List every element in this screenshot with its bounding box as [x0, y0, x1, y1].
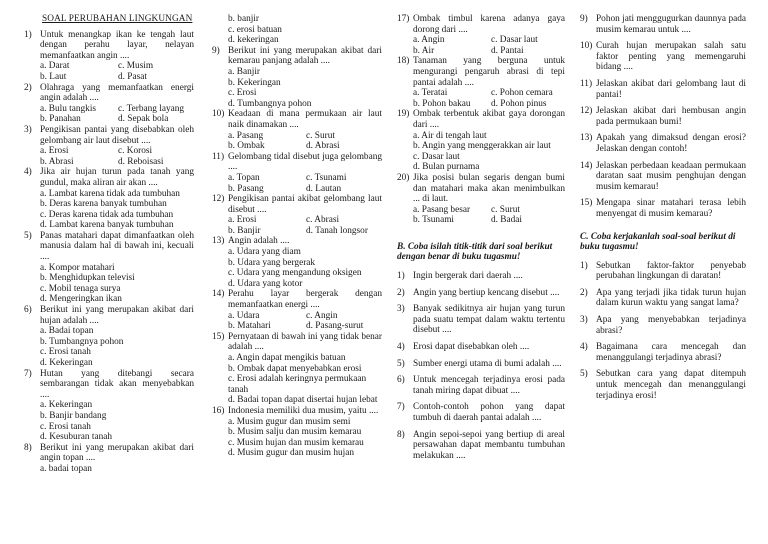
answer-option: d. Kesuburan tanah	[40, 432, 113, 443]
answer-option: a. Darat	[40, 61, 70, 72]
question-text: Contoh-contoh pohon yang dapat tumbuh di daerah pantai adalah ....	[413, 402, 565, 423]
question-number: 4)	[24, 167, 32, 178]
answer-option: c. Erosi tanah	[40, 347, 91, 358]
question-number: 17)	[397, 14, 410, 24]
answer-option-row	[24, 114, 194, 125]
question-text: Sebutkan faktor-faktor penyebab perubahan lingkungan di daratan!	[596, 260, 746, 282]
question-item	[212, 109, 382, 130]
answer-option: c. Tsunami	[306, 172, 347, 183]
answer-option: a. Kekeringan	[40, 400, 93, 411]
question-item	[580, 161, 746, 193]
question-number: 9)	[212, 45, 220, 56]
answer-option: b. Laut	[40, 71, 67, 82]
question-number: 2)	[24, 82, 32, 93]
answer-option: c. Erosi	[228, 88, 257, 99]
question-text: Erosi dapat disebabkan oleh ....	[413, 342, 530, 353]
question-text: Jelaskan akibat dari hembusan angin pada permukaan bumi!	[596, 106, 746, 127]
answer-option: a. Kompor matahari	[40, 262, 115, 273]
answer-option-row	[397, 46, 565, 57]
question-number: 3)	[397, 304, 405, 315]
question-number: 6)	[397, 375, 405, 386]
answer-option-row	[397, 205, 565, 216]
answer-option: c. Musim hujan dan musim kemarau	[228, 437, 364, 448]
question-text: Untuk mencegah terjadinya erosi pada tanah miring dapat dibuat ....	[413, 375, 565, 396]
answer-option: b. Pohon bakau	[413, 98, 471, 109]
answer-option-row	[24, 104, 194, 115]
answer-option: c. Terbang layang	[118, 103, 185, 114]
answer-option: b. Angin yang menggerakkan air laut	[413, 141, 551, 152]
question-number: 13)	[580, 133, 593, 144]
question-item	[580, 198, 746, 219]
question-item	[397, 342, 565, 353]
answer-option: c. Angin	[306, 310, 338, 321]
question-number: 19)	[397, 109, 410, 120]
question-text: Ombak timbul karena adanya gaya dorong dari ....	[413, 14, 565, 35]
question-item	[24, 369, 194, 401]
answer-option-row	[212, 131, 382, 142]
question-item	[397, 430, 565, 462]
answer-option: c. Erosi tanah	[40, 421, 91, 432]
answer-option: a. Topan	[228, 172, 260, 183]
question-number: 7)	[397, 402, 405, 413]
question-item	[580, 106, 746, 127]
question-number: 9)	[580, 14, 588, 24]
question-number: 15)	[212, 331, 225, 342]
question-number: 10)	[212, 109, 225, 120]
answer-option: a. Badai topan	[40, 326, 94, 337]
question-text: Perahu layar bergerak dengan memanfaatkan energi ....	[228, 289, 382, 311]
answer-option: a. badai topan	[40, 463, 92, 474]
answer-option: a. Udara yang diam	[228, 247, 301, 258]
answer-option: d. kekeringan	[228, 35, 279, 46]
answer-option: c. Udara yang mengandung oksigen	[228, 268, 362, 279]
question-text: Hutan yang ditebangi secara sembarangan tidak akan menyebabkan ....	[40, 368, 194, 400]
answer-option-row	[24, 146, 194, 157]
answer-option: c. Musim	[118, 61, 154, 72]
question-number: 11)	[580, 78, 593, 89]
answer-option: b. Air	[413, 45, 435, 56]
question-item	[24, 231, 194, 263]
question-item	[212, 152, 382, 173]
answer-option: a. Angin	[413, 35, 445, 46]
answer-option: d. Lautan	[306, 183, 342, 194]
answer-option: c. Dasar laut	[413, 151, 460, 162]
section-c-heading: C. Coba kerjakanlah soal-soal berikut di buku tugasmu!	[580, 231, 736, 253]
question-number: 5)	[397, 358, 405, 369]
question-item	[580, 14, 746, 35]
answer-option: d. Kekeringan	[40, 358, 93, 368]
question-number: 14)	[580, 160, 593, 171]
answer-option: a. Banjir	[228, 66, 261, 77]
page-title: SOAL PERUBAHAN LINGKUNGAN	[42, 14, 193, 24]
question-text: Jika air hujan turun pada tanah yang gundul, maka aliran air akan ....	[40, 167, 194, 188]
answer-option-row	[397, 215, 565, 226]
question-item	[580, 342, 746, 363]
answer-option: b. Deras karena banyak tumbuhan	[40, 199, 167, 210]
question-text: Sumber energi utama di bumi adalah ....	[413, 358, 562, 369]
column-1-questions	[24, 30, 194, 475]
answer-option: d. Abrasi	[306, 141, 340, 152]
question-item	[212, 406, 382, 417]
question-text: Bagaimana cara mencegah dan menanggulangi terjadinya abrasi?	[596, 342, 746, 363]
column-2-questions	[212, 46, 382, 459]
question-item	[580, 79, 746, 100]
answer-option-row	[212, 215, 382, 226]
question-number: 5)	[24, 230, 32, 241]
column-3-questions	[397, 14, 565, 226]
question-item	[580, 288, 746, 309]
question-text: Pernyataan di bawah ini yang tidak benar adalah ....	[228, 331, 382, 353]
question-item	[24, 443, 194, 464]
question-text: Ingin bergerak dari daerah ....	[413, 271, 523, 282]
section-c-questions	[580, 261, 746, 408]
answer-option: a. Bulu tangkis	[40, 103, 97, 114]
question-text: Untuk menangkap ikan ke tengah laut dengan perahu layar, nelayan memanfaatkan angin ....	[40, 29, 194, 61]
answer-option: d. Pantai	[491, 45, 524, 56]
question-number: 20)	[397, 172, 410, 183]
question-item	[397, 375, 565, 396]
spacer	[580, 220, 746, 226]
answer-option-row	[212, 321, 382, 332]
answer-option: d. Bulan purnama	[413, 162, 480, 173]
answer-option-row	[212, 141, 382, 152]
question-text: Indonesia memiliki dua musim, yaitu ....	[228, 405, 379, 416]
question-item	[397, 109, 565, 130]
answer-option: b. Menghidupkan televisi	[40, 273, 135, 284]
question-number: 1)	[24, 29, 32, 40]
answer-option: a. Pasang besar	[413, 204, 471, 215]
question-number: 1)	[397, 271, 405, 282]
answer-option: b. Abrasi	[40, 156, 74, 167]
answer-option: a. Pasang	[228, 130, 264, 141]
question-number: 2)	[397, 287, 405, 298]
answer-option-row	[24, 157, 194, 168]
answer-option: b. Panahan	[40, 114, 81, 125]
question-item	[397, 288, 565, 299]
question-text: Olahraga yang memanfaatkan energi angin adalah ....	[40, 82, 194, 104]
answer-option: c. Erosi adalah keringnya permukaan tanah	[228, 374, 367, 395]
question-number: 4)	[580, 342, 588, 353]
question-item	[397, 56, 565, 88]
question-text: Berikut ini yang merupakan akibat dari kemarau panjang adalah ....	[228, 45, 382, 67]
spacer	[580, 401, 746, 407]
question-text: Angin adalah ....	[228, 236, 290, 247]
question-item	[212, 332, 382, 353]
question-text: Angin sepoi-sepoi yang bertiup di areal persawahan dapat membantu tumbuhan melakukan ....	[413, 429, 565, 461]
answer-option: b. Matahari	[228, 321, 271, 332]
question-text: Berikut ini yang merupakan akibat dari hujan adalah ....	[40, 305, 194, 326]
answer-option: b. banjir	[228, 14, 259, 24]
question-text: Pohon jati menggugurkan daunnya pada musim kemarau untuk ....	[596, 14, 746, 35]
question-item	[212, 236, 382, 247]
question-item	[24, 83, 194, 104]
question-number: 1)	[580, 260, 588, 271]
answer-option-row	[212, 226, 382, 237]
answer-option: a. Teratai	[413, 88, 448, 99]
answer-option: d. Badai topan dapat disertai hujan lebat	[228, 395, 378, 406]
answer-option-row	[24, 61, 194, 72]
answer-option: a. Musim gugur dan musim semi	[228, 416, 351, 427]
section-b-questions	[397, 271, 565, 467]
answer-option-row	[212, 173, 382, 184]
answer-option: c. Deras karena tidak ada tumbuhan	[40, 209, 174, 220]
question-item	[212, 289, 382, 310]
answer-option: a. Angin dapat mengikis batuan	[228, 353, 346, 363]
answer-option-row	[212, 311, 382, 322]
question-text: Apakah yang dimaksud dengan erosi? Jelaskan dengan contoh!	[596, 133, 746, 154]
question-item	[580, 369, 746, 401]
question-item	[580, 315, 746, 336]
question-number: 8)	[24, 442, 32, 453]
question-text: Berikut ini yang merupakan akibat dari angin topan ....	[40, 442, 194, 464]
question-item	[24, 125, 194, 146]
answer-option: b. Udara yang bergerak	[228, 257, 316, 268]
answer-option: d. Sepak bola	[118, 114, 169, 125]
answer-option: d. Mengeringkan ikan	[40, 294, 122, 305]
question-text: Ombak terbentuk akibat gaya dorongan dari ....	[413, 109, 565, 130]
answer-option: b. Ombak dapat menyebabkan erosi	[228, 363, 362, 374]
question-text: Panas matahari dapat dimanfaatkan oleh manusia dalam hal di bawah ini, kecuali ....	[40, 230, 194, 263]
question-text: Sebutkan cara yang dapat ditempuh untuk mencegah dan menanggulangi terjadinya erosi!	[596, 369, 746, 401]
question-text: Jika posisi bulan segaris dengan bumi dan matahari maka akan menimbulkan ... di laut.	[413, 172, 565, 205]
question-number: 14)	[212, 289, 225, 300]
question-number: 12)	[212, 194, 225, 205]
answer-option: d. Badai	[491, 215, 522, 226]
answer-option: a. Lambat karena tidak ada tumbuhan	[40, 188, 180, 199]
answer-option-row	[397, 88, 565, 99]
answer-option: b. Ombak	[228, 141, 265, 152]
question-item	[24, 167, 194, 188]
answer-option: b. Musim salju dan musim kemarau	[228, 427, 362, 438]
question-text: Jelaskan perbedaan keadaan permukaan daratan saat musim penghujan dengan musim kemarau!	[596, 160, 746, 192]
answer-option: a. Air di tengah laut	[413, 130, 487, 141]
question-text: Gelombang tidal disebut juga gelombang ....	[228, 151, 382, 173]
question-number: 6)	[24, 305, 32, 316]
answer-option: c. Pohon cemara	[491, 88, 553, 99]
question-number: 13)	[212, 236, 225, 247]
answer-option-row	[397, 99, 565, 110]
answer-option: c. Dasar laut	[491, 35, 538, 46]
question-text: Jelaskan akibat dari gelombang laut di pantai!	[596, 78, 746, 100]
column-2-continued-options	[212, 14, 382, 46]
answer-option: b. Tsunami	[413, 215, 455, 226]
question-text: Apa yang menyebabkan terjadinya abrasi?	[596, 315, 746, 336]
question-text: Apa yang terjadi jika tidak turun hujan dalam kurun waktu yang sangat lama?	[596, 287, 746, 309]
answer-option: b. Banjir	[228, 225, 261, 236]
answer-option: b. Pasang	[228, 183, 264, 194]
question-number: 11)	[212, 151, 225, 162]
question-number: 2)	[580, 287, 588, 298]
question-item	[397, 359, 565, 370]
question-item	[580, 133, 746, 154]
answer-option: d. Musim gugur dan musim hujan	[228, 448, 355, 459]
answer-option: a. Erosi	[228, 215, 257, 226]
answer-option: d. Pohon pinus	[491, 98, 547, 109]
question-number: 7)	[24, 368, 32, 379]
answer-option-row	[24, 72, 194, 83]
question-text: Curah hujan merupakan salah satu faktor penting yang memengaruhi bidang ....	[596, 41, 746, 73]
question-text: Mengapa sinar matahari terasa lebih menyengat di musim kemarau?	[596, 198, 746, 219]
question-item	[397, 402, 565, 423]
answer-option: d. Lambat karena banyak tumbuhan	[40, 220, 174, 231]
answer-option: c. Mobil tenaga surya	[40, 283, 121, 294]
section-b-questions-continued	[580, 14, 746, 226]
question-item	[24, 30, 194, 62]
question-item	[397, 304, 565, 336]
question-item	[24, 305, 194, 326]
question-number: 5)	[580, 369, 588, 380]
answer-option: d. Tanah longsor	[306, 225, 368, 236]
answer-option: a. Udara	[228, 310, 260, 321]
question-number: 10)	[580, 41, 593, 52]
answer-option: d. Pasang-surut	[306, 321, 364, 332]
question-text: Keadaan di mana permukaan air laut naik dinamakan ....	[228, 109, 382, 130]
answer-option: c. Surut	[306, 130, 335, 141]
answer-option-row	[397, 35, 565, 46]
question-item	[580, 41, 746, 73]
question-number: 3)	[580, 315, 588, 326]
column-2	[212, 14, 382, 459]
question-number: 8)	[397, 429, 405, 440]
question-number: 16)	[212, 405, 225, 416]
answer-option: c. Abrasi	[306, 215, 340, 226]
question-item	[397, 271, 565, 282]
answer-option: c. Surut	[491, 204, 520, 215]
answer-option: d. Tumbangnya pohon	[228, 98, 312, 109]
answer-option: b. Tumbangnya pohon	[40, 336, 124, 347]
question-item	[212, 194, 382, 215]
section-b-heading: B. Coba isilah titik-titik dari soal berikut dengan benar di buku tugasmu!	[397, 241, 553, 263]
question-number: 18)	[397, 56, 410, 67]
answer-option: c. erosi batuan	[228, 24, 282, 35]
column-3	[397, 14, 565, 467]
question-item	[397, 14, 565, 35]
question-text: Banyak sedikitnya air hujan yang turun pada suatu tempat dalam waktu tertentu disebut ....	[413, 304, 565, 336]
answer-option: d. Reboisasi	[118, 156, 164, 167]
answer-option: c. Korosi	[118, 146, 153, 157]
question-item	[580, 261, 746, 282]
answer-option: d. Pasat	[118, 71, 147, 82]
spacer	[397, 461, 565, 467]
question-text: Angin yang bertiup kencang disebut ....	[413, 287, 560, 298]
question-text: Tanaman yang berguna untuk mengurangi pengaruh abrasi di tepi pantai adalah ....	[413, 56, 565, 88]
question-number: 4)	[397, 342, 405, 353]
column-4	[580, 14, 746, 407]
question-text: Pengikisan pantai yang disebabkan oleh gelombang air laut disebut ....	[40, 124, 194, 146]
answer-option-row	[212, 184, 382, 195]
question-number: 15)	[580, 198, 593, 209]
question-number: 12)	[580, 106, 593, 117]
answer-option: b. Banjir bandang	[40, 410, 107, 421]
answer-option: d. Udara yang kotor	[228, 278, 303, 289]
answer-option: a. Erosi	[40, 146, 69, 157]
column-1	[24, 14, 194, 475]
answer-option: b. Kekeringan	[228, 77, 281, 88]
question-number: 3)	[24, 124, 32, 135]
question-item	[212, 46, 382, 67]
question-item	[397, 173, 565, 205]
question-text: Pengikisan pantai akibat gelombang laut disebut ....	[228, 194, 382, 215]
